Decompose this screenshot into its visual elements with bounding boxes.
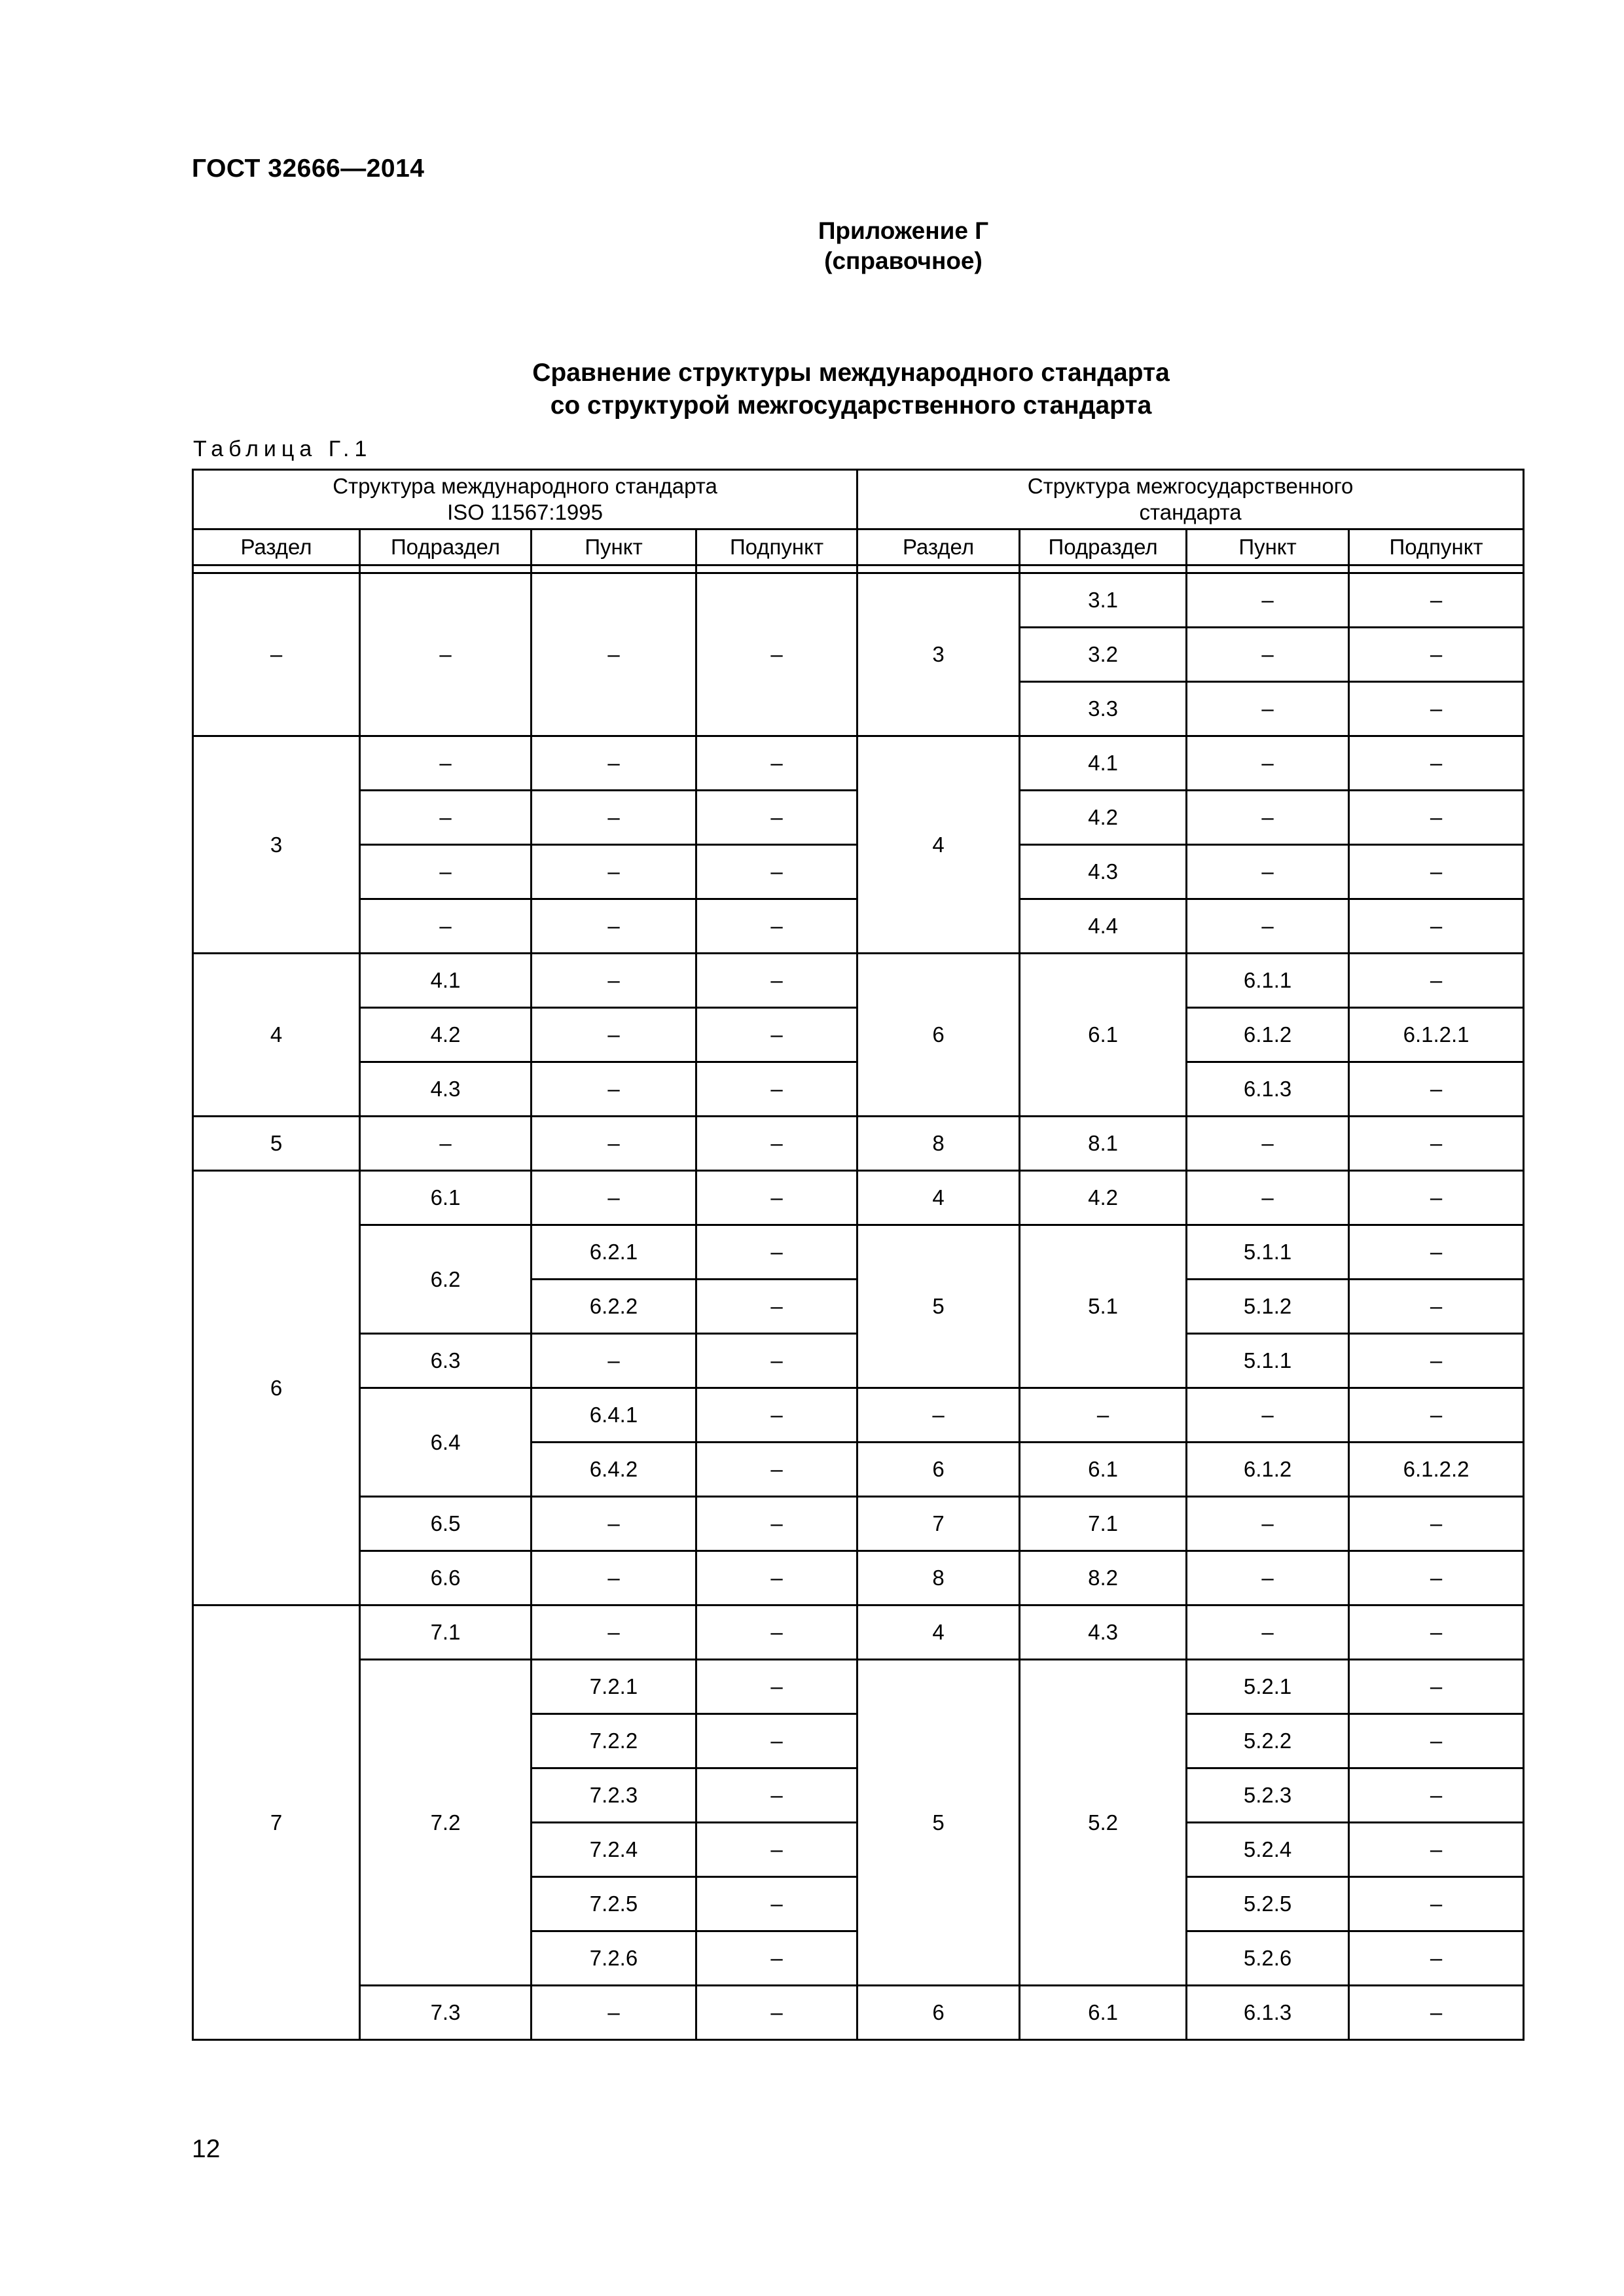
table-cell: 5.1.2 — [1187, 1280, 1349, 1334]
table-cell: – — [1349, 1768, 1524, 1823]
table-cell: – — [532, 1008, 696, 1062]
table-cell: – — [1349, 1171, 1524, 1225]
column-header: Подпункт — [696, 529, 857, 565]
table-cell: 6.2.2 — [532, 1280, 696, 1334]
table-cell: 3.2 — [1020, 628, 1187, 682]
table-cell: – — [360, 899, 532, 954]
table-cell: 6.5 — [360, 1497, 532, 1551]
table-cell: – — [1187, 628, 1349, 682]
table-cell: 5 — [193, 1117, 360, 1171]
table-cell: 4.1 — [360, 954, 532, 1008]
table-cell: – — [532, 1334, 696, 1388]
table-row — [193, 1551, 1524, 1605]
table-cell: 4 — [857, 736, 1020, 954]
table-cell: 6.4 — [360, 1388, 532, 1497]
table-cell: – — [1349, 1660, 1524, 1714]
table-cell: 7 — [193, 1605, 360, 2040]
table-cell: 7.1 — [360, 1605, 532, 1660]
table-row — [193, 573, 1524, 628]
table-cell: – — [696, 1388, 857, 1443]
table-cell: 6.4.1 — [532, 1388, 696, 1443]
table-cell: – — [1349, 1823, 1524, 1877]
table-cell: – — [1349, 682, 1524, 736]
group-header-international — [193, 470, 857, 529]
table-row — [193, 736, 1524, 791]
table-cell: 5.1 — [1020, 1225, 1187, 1388]
table-cell: – — [532, 899, 696, 954]
table-cell: – — [696, 1605, 857, 1660]
table-cell: 3 — [193, 736, 360, 954]
table-cell: 4.2 — [1020, 791, 1187, 845]
table-cell: – — [696, 1877, 857, 1931]
table-cell: – — [696, 1171, 857, 1225]
column-header: Раздел — [857, 529, 1020, 565]
table-cell: – — [532, 1062, 696, 1117]
table-cell: – — [696, 1225, 857, 1280]
table-cell: 6.1.3 — [1187, 1986, 1349, 2040]
group-header-row — [193, 470, 1524, 529]
table-cell: – — [532, 845, 696, 899]
table-cell: – — [1349, 1551, 1524, 1605]
appendix-title: Приложение Г — [818, 217, 989, 244]
table-cell: 5.2.4 — [1187, 1823, 1349, 1877]
table-cell: 7.2.6 — [532, 1931, 696, 1986]
table-cell: 4.3 — [1020, 845, 1187, 899]
table-cell: – — [1349, 1497, 1524, 1551]
table-cell: 6 — [857, 954, 1020, 1117]
table-cell: 7.2 — [360, 1660, 532, 1986]
table-cell: – — [696, 573, 857, 736]
table-cell: – — [1187, 573, 1349, 628]
column-header: Раздел — [193, 529, 360, 565]
table-cell: – — [193, 573, 360, 736]
table-cell: 5.1.1 — [1187, 1225, 1349, 1280]
table-cell: – — [1187, 1605, 1349, 1660]
table-cell: – — [532, 1551, 696, 1605]
table-cell: – — [1187, 1497, 1349, 1551]
table-cell: 5.1.1 — [1187, 1334, 1349, 1388]
table-cell: – — [1187, 899, 1349, 954]
table-cell: – — [1349, 845, 1524, 899]
group-header-interstate-line-2: стандарта — [1139, 500, 1242, 524]
section-title — [353, 357, 1348, 422]
table-cell: 6 — [857, 1986, 1020, 2040]
table-cell: – — [696, 1931, 857, 1986]
table-cell: 6.1.3 — [1187, 1062, 1349, 1117]
table-row — [193, 1660, 1524, 1714]
table-cell: 7.2.4 — [532, 1823, 696, 1877]
table-cell: – — [1349, 1062, 1524, 1117]
table-cell: 5.2.6 — [1187, 1931, 1349, 1986]
group-header-international-line-2: ISO 11567:1995 — [447, 500, 603, 524]
table-cell: – — [696, 1823, 857, 1877]
table-cell: – — [532, 1117, 696, 1171]
table-cell: – — [696, 845, 857, 899]
table-cell: – — [1020, 1388, 1187, 1443]
table-cell: – — [696, 1986, 857, 2040]
table-cell: 6.1 — [360, 1171, 532, 1225]
table-cell: 6.1 — [1020, 1986, 1187, 2040]
table-cell: – — [1349, 628, 1524, 682]
column-header: Подраздел — [1020, 529, 1187, 565]
table-cell: 3.1 — [1020, 573, 1187, 628]
table-cell: 5.2.1 — [1187, 1660, 1349, 1714]
appendix-heading — [576, 216, 1231, 276]
table-cell: – — [696, 1280, 857, 1334]
table-cell: – — [696, 791, 857, 845]
table-cell: – — [1187, 1551, 1349, 1605]
table-cell: – — [532, 954, 696, 1008]
table-cell: – — [532, 573, 696, 736]
table-cell: 3 — [857, 573, 1020, 736]
appendix-type: (справочное) — [824, 247, 983, 274]
table-cell: – — [696, 1714, 857, 1768]
table-cell: 7.2.2 — [532, 1714, 696, 1768]
table-cell: 7 — [857, 1497, 1020, 1551]
table-cell: 7.2.1 — [532, 1660, 696, 1714]
table-cell: 4.2 — [1020, 1171, 1187, 1225]
table-cell: 6.1.2.2 — [1349, 1443, 1524, 1497]
table-cell: 6.2 — [360, 1225, 532, 1334]
table-cell: – — [532, 791, 696, 845]
table-cell: 6.1.2.1 — [1349, 1008, 1524, 1062]
table-cell: – — [532, 736, 696, 791]
table-cell: – — [532, 1986, 696, 2040]
table-cell: 6.6 — [360, 1551, 532, 1605]
table-row — [193, 1986, 1524, 2040]
table-cell: – — [696, 1117, 857, 1171]
table-cell: 6.1.1 — [1187, 954, 1349, 1008]
table-cell: – — [360, 791, 532, 845]
table-cell: – — [1349, 899, 1524, 954]
table-cell: – — [696, 1008, 857, 1062]
table-cell: – — [696, 736, 857, 791]
table-cell: – — [1349, 1605, 1524, 1660]
table-cell: – — [1187, 845, 1349, 899]
table-cell: – — [696, 1334, 857, 1388]
table-row — [193, 1171, 1524, 1225]
table-cell: 7.3 — [360, 1986, 532, 2040]
group-header-interstate-line-1: Структура межгосударственного — [1027, 474, 1354, 498]
group-header-international-line-1: Структура международного стандарта — [333, 474, 717, 498]
title-line-2: со структурой межгосударственного стандарта — [550, 391, 1152, 420]
table-cell: 7.1 — [1020, 1497, 1187, 1551]
table-cell: – — [857, 1388, 1020, 1443]
table-cell: – — [696, 1062, 857, 1117]
column-header: Пункт — [532, 529, 696, 565]
title-line-1: Сравнение структуры международного стандарта — [532, 359, 1170, 387]
table-cell: 5.2.3 — [1187, 1768, 1349, 1823]
table-cell: – — [1187, 1388, 1349, 1443]
table-cell: – — [696, 954, 857, 1008]
table-cell: 4.3 — [1020, 1605, 1187, 1660]
table-cell: – — [1349, 1986, 1524, 2040]
table-cell: – — [532, 1497, 696, 1551]
table-cell: – — [1349, 954, 1524, 1008]
table-cell: – — [1349, 1877, 1524, 1931]
table-row — [193, 954, 1524, 1008]
table-cell: 6.1.2 — [1187, 1008, 1349, 1062]
table-cell: 8.1 — [1020, 1117, 1187, 1171]
column-header: Подраздел — [360, 529, 532, 565]
table-cell: 3.3 — [1020, 682, 1187, 736]
table-cell: 4.3 — [360, 1062, 532, 1117]
table-row — [193, 1117, 1524, 1171]
table-cell: 6 — [857, 1443, 1020, 1497]
table-cell: – — [360, 573, 532, 736]
table-cell: 6.2.1 — [532, 1225, 696, 1280]
table-cell: – — [1349, 573, 1524, 628]
table-cell: – — [1187, 736, 1349, 791]
comparison-table — [192, 469, 1525, 2041]
table-cell: – — [1349, 1280, 1524, 1334]
table-cell: 5 — [857, 1660, 1020, 1986]
table-cell: – — [696, 1497, 857, 1551]
table-cell: – — [696, 1768, 857, 1823]
table-cell: – — [1187, 682, 1349, 736]
table-cell: 4.4 — [1020, 899, 1187, 954]
table-cell: – — [1187, 791, 1349, 845]
table-cell: 6.1 — [1020, 1443, 1187, 1497]
table-cell: – — [1349, 1117, 1524, 1171]
column-header-row — [193, 529, 1524, 565]
table-cell: 5.2.5 — [1187, 1877, 1349, 1931]
header-gap-row — [193, 565, 1524, 573]
table-cell: – — [1349, 1931, 1524, 1986]
page-number: 12 — [192, 2135, 221, 2163]
table-cell: – — [696, 1551, 857, 1605]
table-cell: 6.1.2 — [1187, 1443, 1349, 1497]
column-header: Пункт — [1187, 529, 1349, 565]
table-cell: – — [1349, 1714, 1524, 1768]
table-cell: – — [360, 1117, 532, 1171]
table-cell: – — [1349, 1334, 1524, 1388]
table-cell: 7.2.5 — [532, 1877, 696, 1931]
table-cell: – — [696, 899, 857, 954]
table-cell: 4 — [193, 954, 360, 1117]
table-cell: – — [1349, 1225, 1524, 1280]
table-cell: 4 — [857, 1171, 1020, 1225]
table-cell: – — [532, 1171, 696, 1225]
table-cell: 7.2.3 — [532, 1768, 696, 1823]
table-cell: – — [1349, 791, 1524, 845]
table-cell: 5.2.2 — [1187, 1714, 1349, 1768]
table-cell: 5 — [857, 1225, 1020, 1388]
table-cell: 6.1 — [1020, 954, 1187, 1117]
table-cell: – — [532, 1605, 696, 1660]
table-cell: 8 — [857, 1551, 1020, 1605]
table-cell: 4 — [857, 1605, 1020, 1660]
table-cell: – — [360, 845, 532, 899]
column-header: Подпункт — [1349, 529, 1524, 565]
table-row — [193, 1388, 1524, 1443]
table-cell: 5.2 — [1020, 1660, 1187, 1986]
table-cell: – — [696, 1443, 857, 1497]
table-cell: 4.2 — [360, 1008, 532, 1062]
table-row — [193, 1605, 1524, 1660]
table-cell: – — [1349, 736, 1524, 791]
group-header-interstate — [857, 470, 1524, 529]
table-cell: 6.3 — [360, 1334, 532, 1388]
table-cell: – — [696, 1660, 857, 1714]
table-cell: 6.4.2 — [532, 1443, 696, 1497]
table-cell: – — [1187, 1117, 1349, 1171]
table-row — [193, 1225, 1524, 1280]
table-cell: 6 — [193, 1171, 360, 1605]
document-code: ГОСТ 32666—2014 — [192, 154, 425, 183]
table-cell: – — [360, 736, 532, 791]
table-cell: 4.1 — [1020, 736, 1187, 791]
table-label: Таблица Г.1 — [193, 437, 372, 461]
table-cell: 8.2 — [1020, 1551, 1187, 1605]
table-cell: – — [1349, 1388, 1524, 1443]
table-row — [193, 1497, 1524, 1551]
table-cell: – — [1187, 1171, 1349, 1225]
table-cell: 8 — [857, 1117, 1020, 1171]
